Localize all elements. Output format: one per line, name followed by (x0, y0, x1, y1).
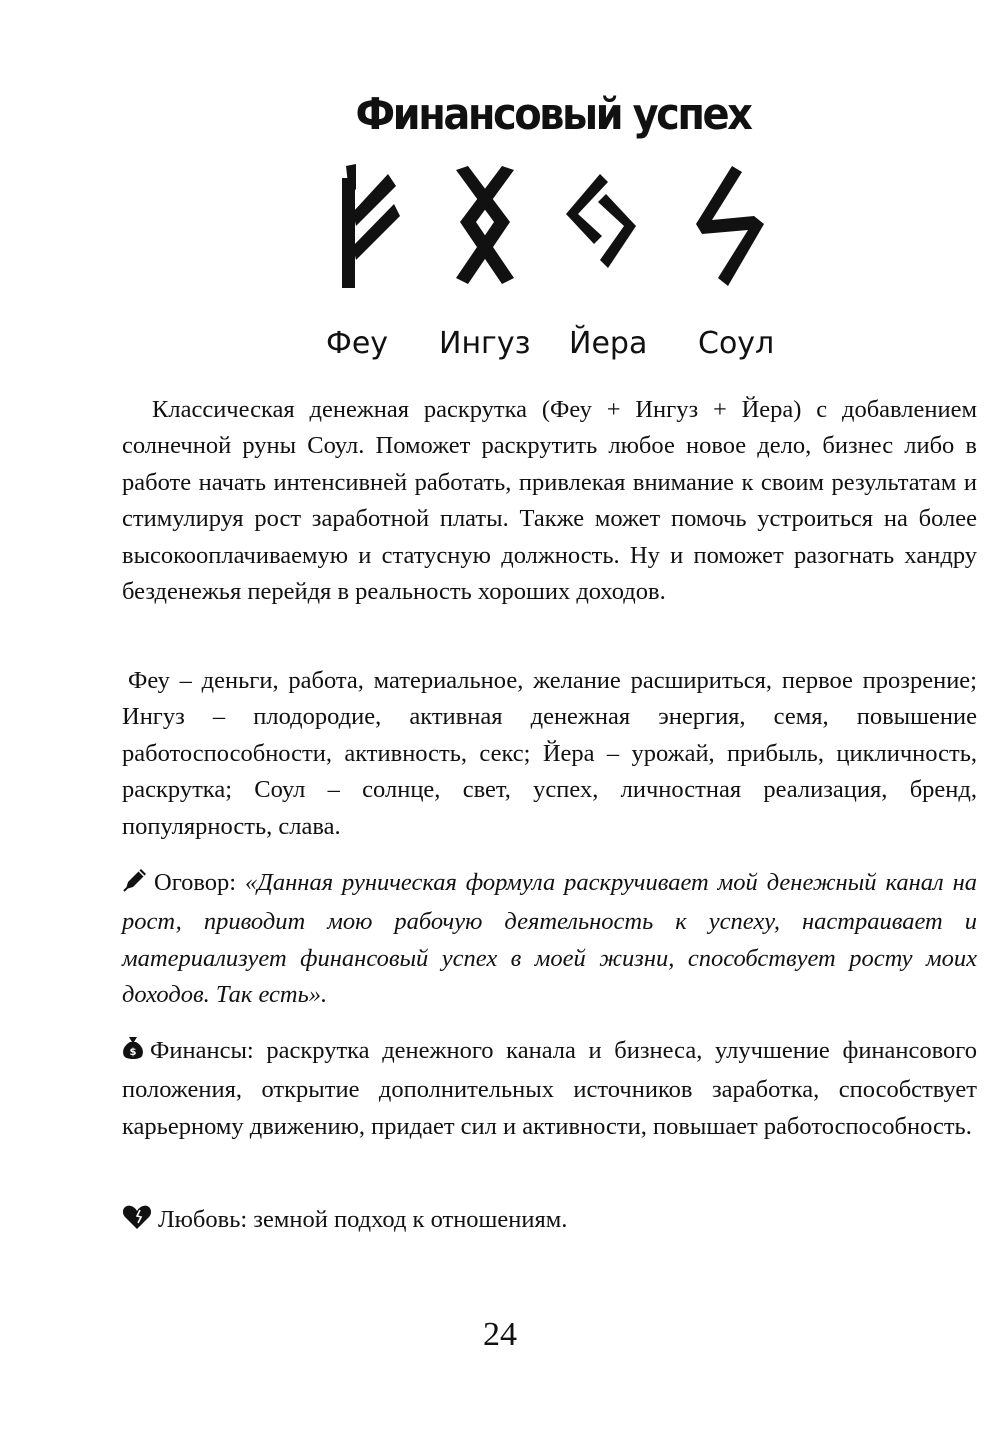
jera-rune-icon (562, 160, 642, 290)
pen-icon (122, 867, 148, 904)
finance-paragraph (122, 1033, 977, 1145)
intro-paragraph: Классическая денежная раскрутка (Феу + Ингуз + Йера) с добавлением солнечной руны Соул. Поможет раскрутить любое новое дело, бизнес либо в работе начать интенсивней работать, привлекая внимание к своим результатам и стимулируя рост заработной платы. Также может помочь устроиться на более высокооплачиваемую и статусную должность. Ну и поможет разогнать хандру безденежья перейдя в реальность хороших доходов. (122, 396, 977, 606)
love-text: Любовь: земной подход к отношениям. (158, 1206, 568, 1233)
finance-text: Финансы: раскрутка денежного канала и бизнеса, улучшение финансового положения, открытие дополнительных источников заработка, способствует карьерному движению, придает сил и активности, повышает работоспособность. (122, 1037, 977, 1140)
love-paragraph (122, 1202, 977, 1241)
spell-text: «Данная руническая формула раскручивает мой денежный канал на рост, приводит мою рабочую деятельность к успеху, настраивает и материализует финансовый успех в моей жизни, способствует росту моих доходов. Так есть». (122, 869, 978, 1009)
rune-name-ingwaz: Ингуз (439, 326, 531, 361)
money-bag-icon (122, 1035, 144, 1072)
page-title: Финансовый успех (355, 90, 751, 140)
rune-name-sowilo: Соул (698, 326, 775, 361)
page-number: 24 (483, 1316, 517, 1353)
ingwaz-rune-icon (450, 160, 520, 290)
spell-paragraph (122, 865, 977, 1014)
spell-label: Оговор: (154, 869, 237, 896)
sowilo-rune-icon (692, 160, 772, 290)
svg-text:$: $ (129, 1047, 137, 1058)
rune-formula (300, 160, 820, 300)
rune-name-fehu: Феу (326, 326, 389, 361)
rune-name-jera: Йера (569, 326, 648, 361)
heart-icon (122, 1204, 152, 1241)
fehu-rune-icon (338, 160, 408, 290)
rune-meanings-paragraph: Феу – деньги, работа, материальное, желание расшириться, первое прозрение; Ингуз – плодородие, активная денежная энергия, семя, повышение работоспособности, активность, секс; Йера – урожай, прибыль, цикличность, раскрутка; Соул – солнце, свет, успех, личностная реализация, бренд, популярность, слава. (122, 667, 977, 840)
rune-names (0, 326, 1000, 376)
